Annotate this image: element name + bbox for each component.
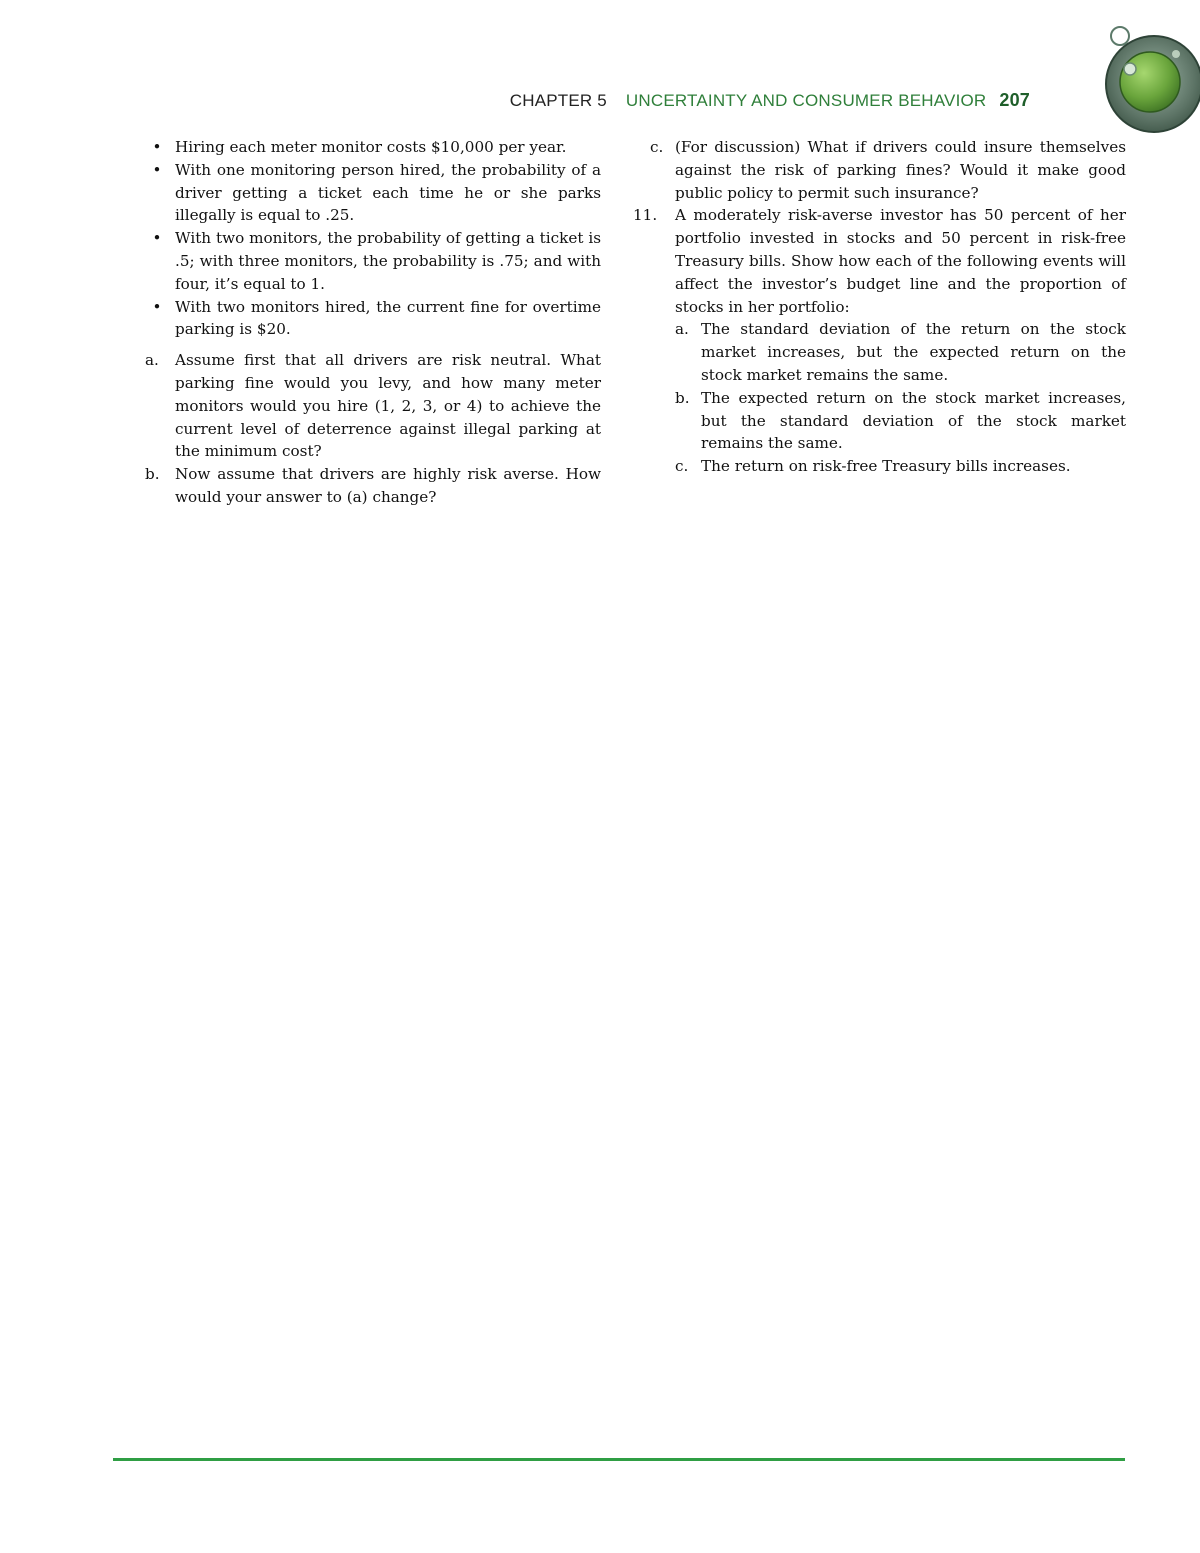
part-text: The expected return on the stock market increases, but the standard deviation of the stock market remains the same. xyxy=(701,388,1126,453)
right-column xyxy=(633,136,1126,478)
question-marker: a. xyxy=(145,351,159,370)
question-text: Assume first that all drivers are risk neutral. What parking fine would you levy, and how many meter monitors would you hire (1, 2, 3, or 4) to achieve the current level of deterrence against illegal parking at the minimum cost? xyxy=(175,351,601,461)
question-marker: b. xyxy=(145,465,160,484)
list-item xyxy=(145,296,601,342)
running-header xyxy=(510,90,1030,111)
chapter-title: UNCERTAINTY AND CONSUMER BEHAVIOR xyxy=(625,91,987,110)
part-marker: a. xyxy=(675,320,689,339)
list-item xyxy=(145,227,601,295)
list-item xyxy=(145,159,601,227)
problem-11-part-c xyxy=(675,455,1126,478)
bullet-text: With one monitoring person hired, the probability of a driver getting a ticket each time he or she parks illegally is equal to .25. xyxy=(175,160,601,225)
assumption-list xyxy=(145,136,601,341)
bullet-text: With two monitors hired, the current fine for overtime parking is $20. xyxy=(175,297,601,339)
page-number: 207 xyxy=(999,90,1030,110)
problem-11-part-a xyxy=(675,318,1126,386)
question-b xyxy=(145,463,601,509)
part-text: The return on risk-free Treasury bills increases. xyxy=(701,457,1071,476)
left-column xyxy=(145,136,601,509)
problem-11 xyxy=(633,204,1126,478)
part-text: The standard deviation of the return on the stock market increases, but the expected return on the stock market remains the same. xyxy=(701,320,1126,384)
bullet-icon: • xyxy=(152,297,162,316)
part-marker: c. xyxy=(675,457,689,476)
bullet-icon: • xyxy=(152,229,162,248)
bullet-text: With two monitors, the probability of getting a ticket is .5; with three monitors, the probability is .75; and with four, it’s equal to 1. xyxy=(175,229,601,293)
question-text: Now assume that drivers are highly risk averse. How would your answer to (a) change? xyxy=(175,465,601,506)
corner-bubble-ornament-icon xyxy=(1098,22,1200,134)
list-item xyxy=(145,136,601,159)
question-a xyxy=(145,349,601,463)
problem-11-part-b xyxy=(675,387,1126,455)
bullet-icon: • xyxy=(152,160,162,179)
footer-divider xyxy=(113,1458,1125,1461)
chapter-label: CHAPTER 5 xyxy=(509,91,607,110)
problem-text: A moderately risk-averse investor has 50 percent of her portfolio invested in stocks and 50 percent in risk-free Treasury bills. Show how each of the following events will affect the investor’s budget line and the proportion of stocks in her portfolio: xyxy=(675,206,1126,316)
part-marker: b. xyxy=(675,388,690,407)
question-marker: c. xyxy=(650,138,664,156)
question-text: (For discussion) What if drivers could insure themselves against the risk of parking fines? Would it make good public policy to permit such insurance? xyxy=(675,138,1126,202)
problem-number: 11. xyxy=(633,206,658,225)
bullet-text: Hiring each meter monitor costs $10,000 per year. xyxy=(175,138,567,156)
question-c-discussion xyxy=(633,136,1126,204)
bullet-icon: • xyxy=(152,138,162,156)
